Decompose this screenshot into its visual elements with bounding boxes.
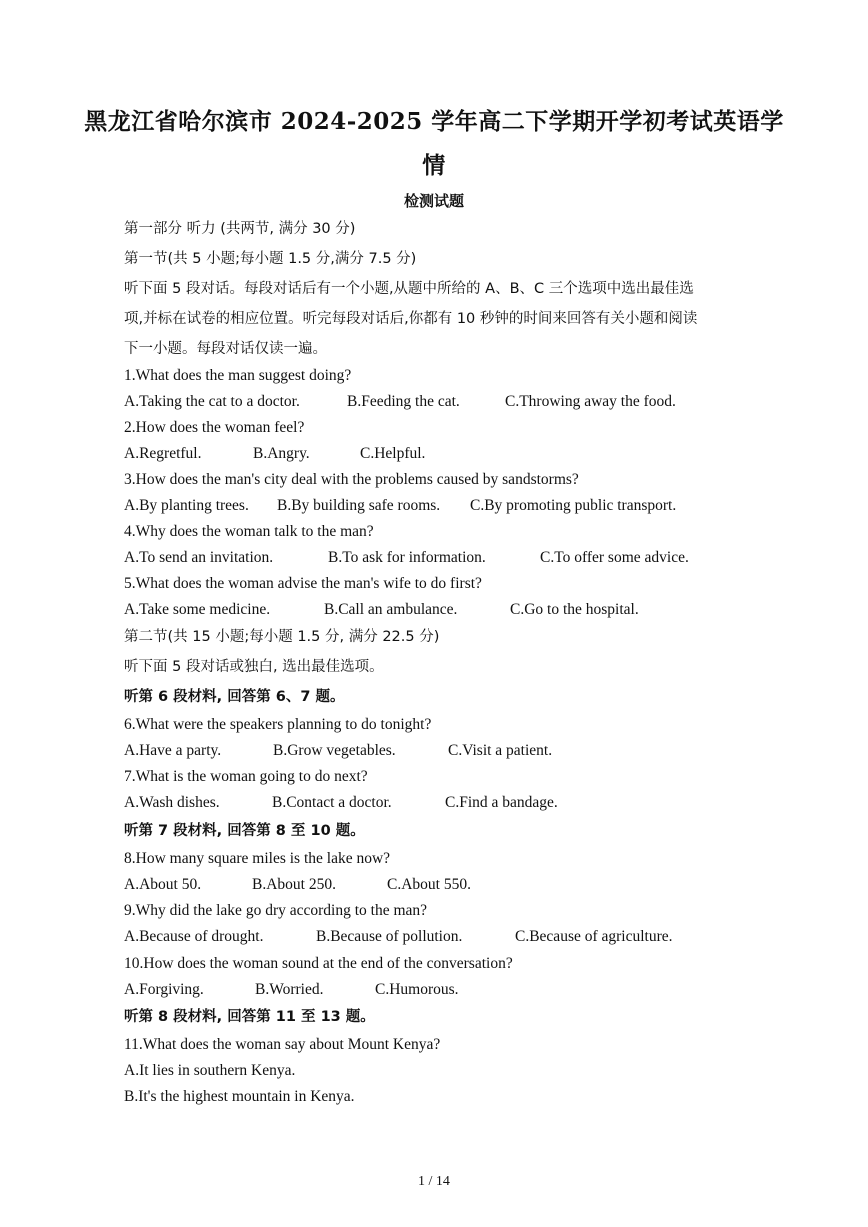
question-6-option-a: A.Have a party. bbox=[124, 742, 222, 759]
question-9-option-c: C.Because of agriculture. bbox=[515, 928, 673, 945]
question-11-option-b: B.It's the highest mountain in Kenya. bbox=[124, 1088, 355, 1105]
material-8-heading: 听第 8 段材料, 回答第 11 至 13 题。 bbox=[124, 1009, 375, 1025]
question-3-option-b: B.By building safe rooms. bbox=[277, 497, 441, 514]
section2-instructions: 听下面 5 段对话或独白, 选出最佳选项。 bbox=[124, 659, 384, 675]
question-1-option-b: B.Feeding the cat. bbox=[347, 393, 460, 410]
question-11-stem: 11.What does the woman say about Mount Kenya? bbox=[124, 1036, 441, 1053]
question-8-option-a: A.About 50. bbox=[124, 876, 202, 893]
question-7-option-c: C.Find a bandage. bbox=[445, 794, 558, 811]
question-1-stem: 1.What does the man suggest doing? bbox=[124, 367, 352, 384]
question-2-stem: 2.How does the woman feel? bbox=[124, 419, 305, 436]
question-8-option-b: B.About 250. bbox=[252, 876, 336, 893]
instructions-line2: 项,并标在试卷的相应位置。听完每段对话后,你都有 10 秒钟的时间来回答有关小题和阅读 bbox=[124, 311, 698, 327]
question-7-option-a: A.Wash dishes. bbox=[124, 794, 220, 811]
question-4-stem: 4.Why does the woman talk to the man? bbox=[124, 523, 374, 540]
question-5-stem: 5.What does the woman advise the man's wife to do first? bbox=[124, 575, 482, 592]
question-5-option-b: B.Call an ambulance. bbox=[324, 601, 458, 618]
question-4-option-a: A.To send an invitation. bbox=[124, 549, 274, 566]
document-subtitle: 检测试题 bbox=[403, 192, 464, 210]
question-8-option-c: C.About 550. bbox=[387, 876, 471, 893]
material-7-heading: 听第 7 段材料, 回答第 8 至 10 题。 bbox=[124, 823, 365, 839]
question-9-option-b: B.Because of pollution. bbox=[316, 928, 463, 945]
question-6-option-c: C.Visit a patient. bbox=[448, 742, 553, 759]
question-3-stem: 3.How does the man's city deal with the problems caused by sandstorms? bbox=[124, 471, 579, 488]
question-1-option-c: C.Throwing away the food. bbox=[505, 393, 676, 410]
question-6-option-b: B.Grow vegetables. bbox=[273, 742, 396, 759]
document-title-line2: 情 bbox=[422, 152, 446, 179]
question-4-option-b: B.To ask for information. bbox=[328, 549, 486, 566]
question-11-option-a: A.It lies in southern Kenya. bbox=[124, 1062, 296, 1079]
question-1-option-a: A.Taking the cat to a doctor. bbox=[124, 393, 300, 410]
question-2-option-b: B.Angry. bbox=[253, 445, 310, 462]
question-2-option-a: A.Regretful. bbox=[124, 445, 202, 462]
question-5-option-c: C.Go to the hospital. bbox=[510, 601, 639, 618]
question-10-stem: 10.How does the woman sound at the end of the conversation? bbox=[124, 955, 513, 972]
question-3-option-c: C.By promoting public transport. bbox=[470, 497, 677, 514]
document-title-line1: 黑龙江省哈尔滨市 2024-2025 学年高二下学期开学初考试英语学 bbox=[84, 108, 784, 135]
material-6-heading: 听第 6 段材料, 回答第 6、7 题。 bbox=[124, 689, 345, 705]
question-6-stem: 6.What were the speakers planning to do tonight? bbox=[124, 716, 432, 733]
question-10-option-b: B.Worried. bbox=[255, 981, 324, 998]
question-5-option-a: A.Take some medicine. bbox=[124, 601, 271, 618]
question-10-option-c: C.Humorous. bbox=[375, 981, 459, 998]
question-2-option-c: C.Helpful. bbox=[360, 445, 426, 462]
question-4-option-c: C.To offer some advice. bbox=[540, 549, 689, 566]
question-9-option-a: A.Because of drought. bbox=[124, 928, 264, 945]
page-number: 1 / 14 bbox=[418, 1174, 450, 1189]
question-7-option-b: B.Contact a doctor. bbox=[272, 794, 392, 811]
question-7-stem: 7.What is the woman going to do next? bbox=[124, 768, 368, 785]
instructions-line3: 下一小题。每段对话仅读一遍。 bbox=[124, 341, 327, 357]
part1-heading: 第一部分 听力 (共两节, 满分 30 分) bbox=[124, 221, 356, 237]
question-8-stem: 8.How many square miles is the lake now? bbox=[124, 850, 391, 867]
section2-heading: 第二节(共 15 小题;每小题 1.5 分, 满分 22.5 分) bbox=[124, 629, 440, 645]
instructions-line1: 听下面 5 段对话。每段对话后有一个小题,从题中所给的 A、B、C 三个选项中选出最佳选 bbox=[124, 281, 694, 297]
question-3-option-a: A.By planting trees. bbox=[124, 497, 249, 514]
question-9-stem: 9.Why did the lake go dry according to the man? bbox=[124, 902, 428, 919]
question-10-option-a: A.Forgiving. bbox=[124, 981, 204, 998]
section1-heading: 第一节(共 5 小题;每小题 1.5 分,满分 7.5 分) bbox=[124, 251, 417, 267]
